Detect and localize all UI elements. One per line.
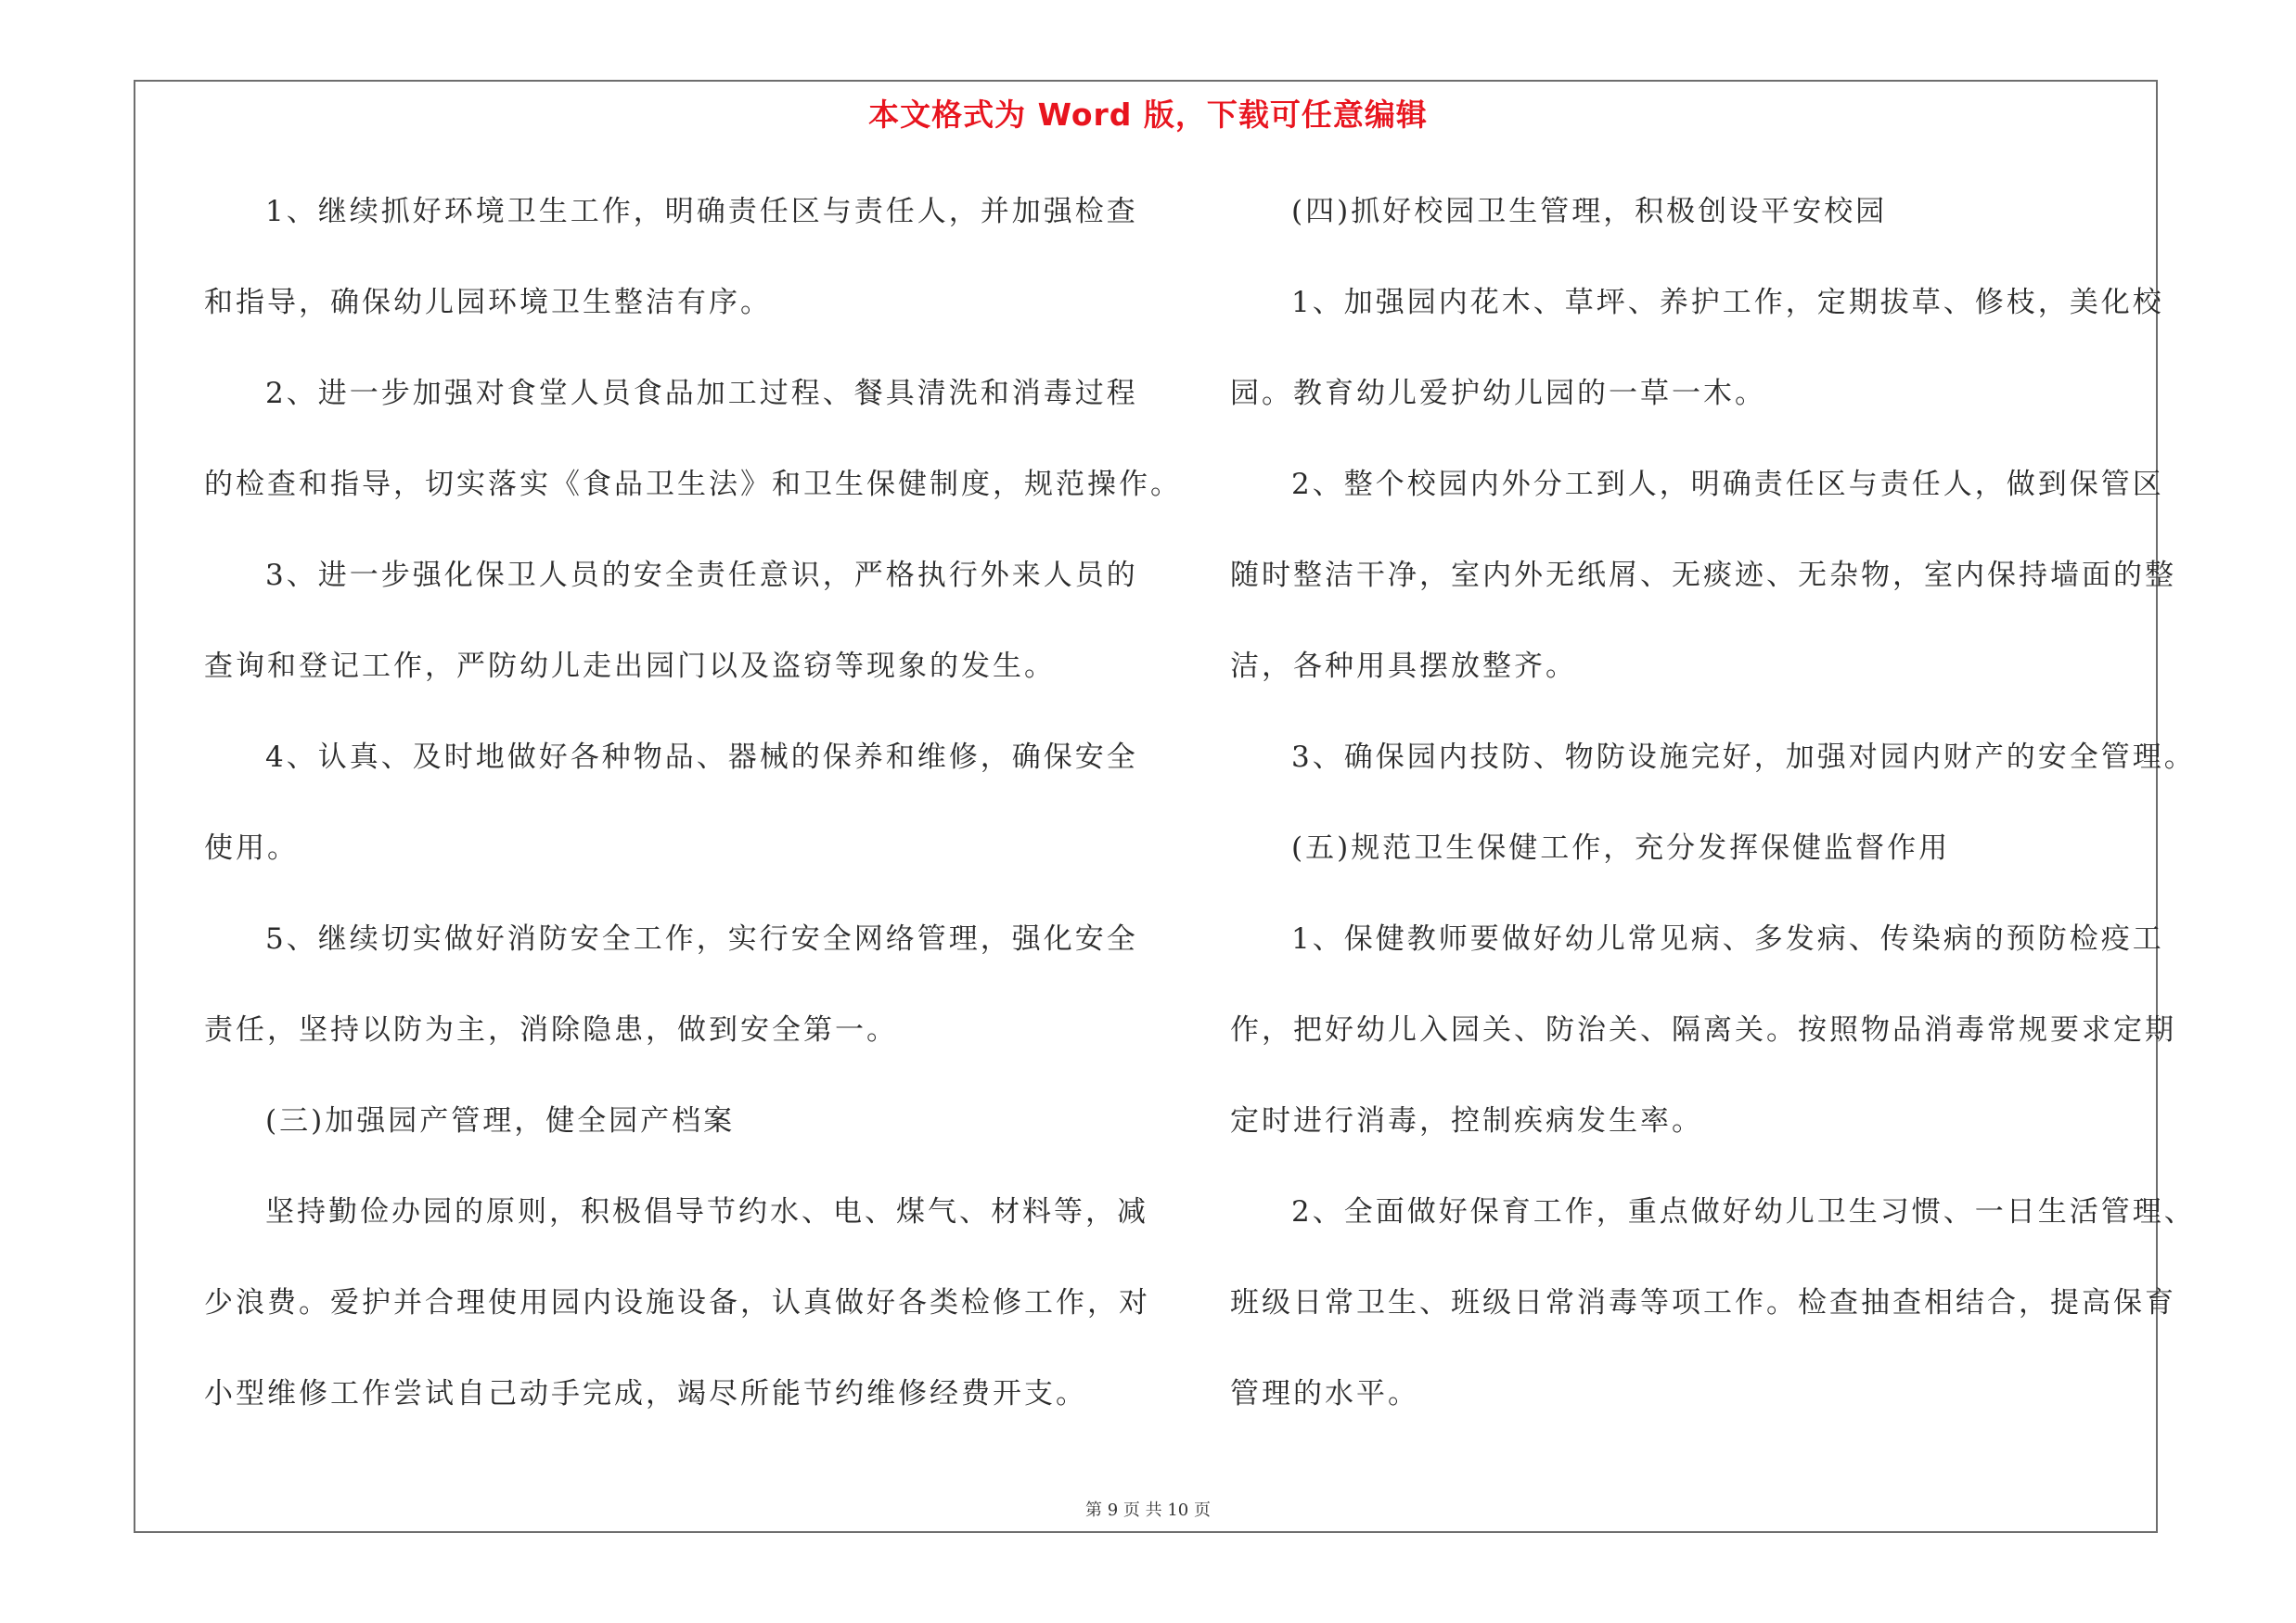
header-banner: 本文格式为 Word 版，下载可任意编辑 — [868, 97, 1428, 133]
paragraph-line: 1、加强园内花木、草坪、养护工作，定期拔草、修枝，美化校 — [1291, 286, 2164, 319]
section-heading: (三)加强园产管理，健全园产档案 — [265, 1104, 736, 1138]
paragraph-line: 园。教育幼儿爱护幼儿园的一草一木。 — [1230, 377, 1766, 410]
paragraph-line: 4、认真、及时地做好各种物品、器械的保养和维修，确保安全 — [265, 741, 1138, 774]
paragraph-line: 3、确保园内技防、物防设施完好，加强对园内财产的安全管理。 — [1291, 741, 2196, 774]
paragraph-line: 2、整个校园内外分工到人，明确责任区与责任人，做到保管区 — [1291, 468, 2164, 501]
paragraph-line: 责任，坚持以防为主，消除隐患，做到安全第一。 — [204, 1013, 898, 1047]
section-heading: (五)规范卫生保健工作，充分发挥保健监督作用 — [1291, 831, 1951, 865]
paragraph-line: 班级日常卫生、班级日常消毒等项工作。检查抽查相结合，提高保育 — [1230, 1286, 2176, 1320]
paragraph-line: 5、继续切实做好消防安全工作，实行安全网络管理，强化安全 — [265, 922, 1138, 956]
paragraph-line: 1、继续抓好环境卫生工作，明确责任区与责任人，并加强检查 — [265, 195, 1138, 228]
paragraph-line: 使用。 — [204, 831, 299, 865]
paragraph-line: 2、全面做好保育工作，重点做好幼儿卫生习惯、一日生活管理、 — [1291, 1195, 2196, 1229]
paragraph-line: 定时进行消毒，控制疾病发生率。 — [1230, 1104, 1703, 1138]
paragraph-line: 少浪费。爱护并合理使用园内设施设备，认真做好各类检修工作，对 — [204, 1286, 1150, 1320]
paragraph-line: 洁，各种用具摆放整齐。 — [1230, 650, 1577, 683]
paragraph-line: 管理的水平。 — [1230, 1377, 1419, 1410]
paragraph-line: 坚持勤俭办园的原则，积极倡导节约水、电、煤气、材料等，减 — [265, 1195, 1148, 1229]
paragraph-line: 1、保健教师要做好幼儿常见病、多发病、传染病的预防检疫工 — [1291, 922, 2164, 956]
paragraph-line: 和指导，确保幼儿园环境卫生整洁有序。 — [204, 286, 772, 319]
paragraph-line: 小型维修工作尝试自己动手完成，竭尽所能节约维修经费开支。 — [204, 1377, 1087, 1410]
paragraph-line: 3、进一步强化保卫人员的安全责任意识，严格执行外来人员的 — [265, 559, 1138, 592]
page-number: 第 9 页 共 10 页 — [1085, 1501, 1211, 1520]
paragraph-line: 查询和登记工作，严防幼儿走出园门以及盗窃等现象的发生。 — [204, 650, 1056, 683]
paragraph-line: 2、进一步加强对食堂人员食品加工过程、餐具清洗和消毒过程 — [265, 377, 1138, 410]
section-heading: (四)抓好校园卫生管理，积极创设平安校园 — [1291, 195, 1888, 228]
paragraph-line: 随时整洁干净，室内外无纸屑、无痰迹、无杂物，室内保持墙面的整 — [1230, 559, 2176, 592]
paragraph-line: 作，把好幼儿入园关、防治关、隔离关。按照物品消毒常规要求定期 — [1230, 1013, 2176, 1047]
paragraph-line: 的检查和指导，切实落实《食品卫生法》和卫生保健制度，规范操作。 — [204, 468, 1182, 501]
